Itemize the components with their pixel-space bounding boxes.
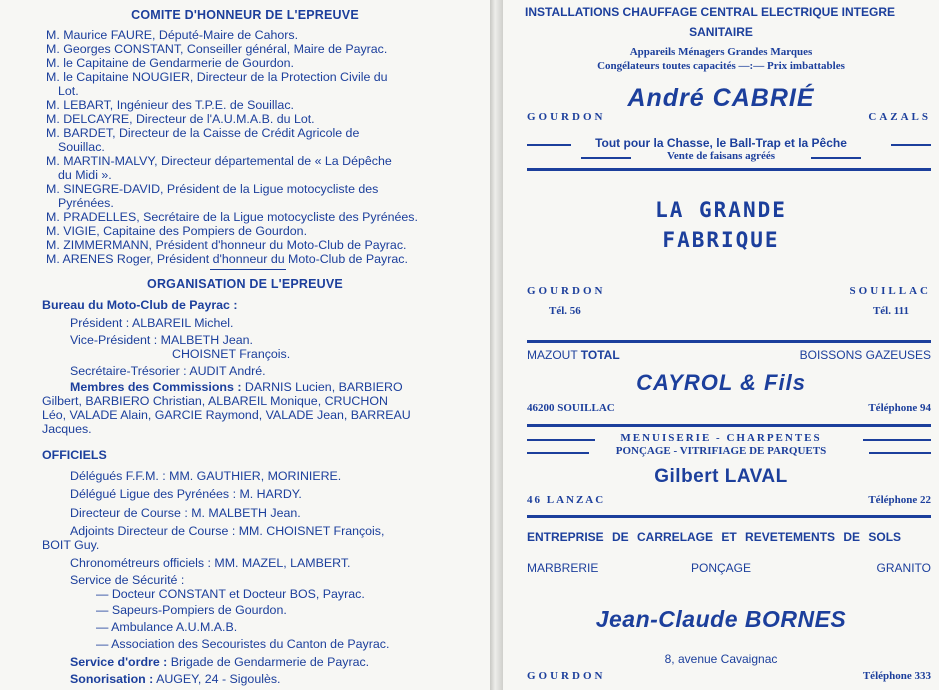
ad1-rule-right2	[811, 157, 861, 159]
ad2-city-right: SOUILLAC	[849, 285, 931, 297]
ad5-item-poncage: PONÇAGE	[690, 561, 751, 575]
comite-line: M. PRADELLES, Secrétaire de la Ligue motocycliste des Pyrénées.	[46, 210, 418, 224]
comite-line: M. le Capitaine de Gendarmerie de Gourdon.	[46, 56, 294, 70]
bureau-line: Secrétaire-Trésorier : AUDIT André.	[70, 364, 266, 378]
bureau-line: CHOISNET François.	[172, 347, 291, 361]
comite-line: du Midi ».	[58, 168, 112, 182]
sono-text: AUGEY, 24 - Sigoulès.	[156, 672, 281, 686]
comite-line: M. SINEGRE-DAVID, Président de la Ligue motocycliste des	[46, 182, 379, 196]
ad5-item-granito: GRANITO	[876, 561, 931, 575]
ad5-brand-name: Jean-Claude BORNES	[595, 606, 847, 632]
comite-line: M. le Capitaine NOUGIER, Directeur de la Protection Civile du	[46, 70, 388, 84]
ad1-headline: INSTALLATIONS CHAUFFAGE CENTRAL ELECTRIQUE INTEGRE	[525, 5, 896, 19]
comite-line: M. Maurice FAURE, Député-Maire de Cahors.	[46, 28, 299, 42]
ad4-rule-right2	[869, 452, 931, 454]
commissions-text: DARNIS Lucien, BARBIERO	[244, 380, 403, 394]
ad3-brand-name: CAYROL & Fils	[636, 370, 806, 395]
ad4-city: 46 LANZAC	[527, 494, 606, 506]
comite-line: M. LEBART, Ingénieur des T.P.E. de Souillac.	[46, 98, 294, 112]
ad5-item-marbrerie: MARBRERIE	[527, 561, 599, 575]
comite-line: M. ZIMMERMANN, Président d'honneur du Moto-Club de Payrac.	[46, 238, 407, 252]
bureau-line: Président : ALBAREIL Michel.	[70, 316, 234, 330]
ad2-tel-right: Tél. 111	[872, 305, 909, 317]
right-page	[503, 0, 939, 690]
ad5-city: GOURDON	[527, 670, 606, 682]
officiels-line: Service de Sécurité :	[70, 573, 185, 587]
ad4-bottom-rule	[527, 515, 931, 518]
officiels-line: Chronométreurs officiels : MM. MAZEL, LAMBERT.	[70, 556, 351, 570]
ad2-bottom-rule	[527, 340, 931, 343]
comite-line: Pyrénées.	[58, 196, 114, 210]
bureau-line: Vice-Président : MALBETH Jean.	[70, 333, 253, 347]
comite-line: M. VIGIE, Capitaine des Pompiers de Gourdon.	[46, 224, 308, 238]
ordre-label: Service d'ordre :	[70, 655, 168, 669]
ad1-rule-right	[891, 144, 931, 146]
section-divider	[210, 269, 286, 270]
comite-line: M. BARDET, Directeur de la Caisse de Crédit Agricole de	[46, 126, 360, 140]
ad3-bottom-rule	[527, 424, 931, 427]
securite-item: — Docteur CONSTANT et Docteur BOS, Payrac.	[96, 587, 365, 601]
page-gutter	[490, 0, 503, 690]
ad2-name-line2: FABRIQUE	[662, 228, 780, 252]
comite-line: Souillac.	[58, 140, 105, 154]
ad1-appliances: Appareils Ménagers Grandes Marques	[629, 46, 813, 58]
organisation-title: ORGANISATION DE L'EPREUVE	[147, 277, 343, 291]
securite-item: — Sapeurs-Pompiers de Gourdon.	[96, 603, 287, 617]
ad1-subheadline: SANITAIRE	[689, 25, 753, 39]
officiels-line: Délégué Ligue des Pyrénées : M. HARDY.	[70, 487, 302, 501]
ad3-total: TOTAL	[580, 348, 620, 362]
ordre-line	[70, 655, 369, 669]
comite-line: M. Georges CONSTANT, Conseiller général, Maire de Payrac.	[46, 42, 388, 56]
comite-line: Lot.	[58, 84, 79, 98]
ad3-left-line	[527, 348, 620, 362]
securite-item: — Association des Secouristes du Canton de Payrac.	[96, 637, 390, 651]
commissions-label: Membres des Commissions :	[70, 380, 242, 394]
officiels-heading: OFFICIELS	[42, 448, 107, 462]
ad2-name-line1: LA GRANDE	[655, 198, 787, 222]
ad2-tel-left: Tél. 56	[549, 305, 581, 317]
ad3-phone: Téléphone 94	[868, 402, 931, 414]
comite-line: M. MARTIN-MALVY, Directeur départemental de « La Dépêche	[46, 154, 392, 168]
ad5-headline: ENTREPRISE DE CARRELAGE ET REVETEMENTS DE SOLS	[527, 530, 902, 544]
sono-label: Sonorisation :	[70, 672, 154, 686]
commissions-line	[70, 380, 403, 394]
ad4-line2: PONÇAGE - VITRIFIAGE DE PARQUETS	[615, 445, 827, 457]
ad1-city-left: GOURDON	[527, 111, 606, 123]
ad1-pheasants: Vente de faisans agréés	[666, 150, 776, 162]
ad5-phone: Téléphone 333	[862, 670, 931, 682]
ad4-phone: Téléphone 22	[868, 494, 931, 506]
bureau-heading: Bureau du Moto-Club de Payrac :	[42, 298, 238, 312]
ad1-hunting: Tout pour la Chasse, le Ball-Trap et la Pêche	[595, 136, 847, 150]
ad3-city: 46200 SOUILLAC	[527, 402, 615, 414]
ad4-line1: MENUISERIE - CHARPENTES	[620, 432, 822, 444]
comite-line: M. DELCAYRE, Directeur de l'A.U.M.A.B. du Lot.	[46, 112, 315, 126]
officiels-line: Délégués F.F.M. : MM. GAUTHIER, MORINIERE.	[70, 469, 342, 483]
ad1-city-right: CAZALS	[868, 111, 931, 123]
ad2-city-left: GOURDON	[527, 285, 606, 297]
ad1-bottom-rule	[527, 168, 931, 171]
ad3-boissons: BOISSONS GAZEUSES	[799, 348, 931, 362]
comite-title: COMITE D'HONNEUR DE L'EPREUVE	[131, 8, 359, 22]
officiels-line: BOIT Guy.	[42, 538, 100, 552]
sono-line	[70, 672, 281, 686]
ad1-brand-name: André CABRIÉ	[627, 84, 815, 112]
securite-item: — Ambulance A.U.M.A.B.	[96, 620, 238, 634]
ordre-text: Brigade de Gendarmerie de Payrac.	[170, 655, 370, 669]
officiels-line: Adjoints Directeur de Course : MM. CHOISNET François,	[70, 524, 385, 538]
ad3-mazout: MAZOUT	[527, 348, 578, 362]
ad5-address: 8, avenue Cavaignac	[664, 652, 778, 666]
ad4-brand-name: Gilbert LAVAL	[654, 466, 788, 487]
comite-line: M. ARENES Roger, Président d'honneur du Moto-Club de Payrac.	[46, 252, 408, 266]
ad1-freezers: Congélateurs toutes capacités —:— Prix imbattables	[597, 60, 845, 72]
officiels-line: Directeur de Course : M. MALBETH Jean.	[70, 506, 301, 520]
commissions-line: Léo, VALADE Alain, GARCIE Raymond, VALADE Jean, BARREAU	[42, 408, 411, 422]
commissions-line: Gilbert, BARBIERO Christian, ALBAREIL Monique, CRUCHON	[42, 394, 388, 408]
ad4-rule-right	[863, 439, 931, 441]
commissions-line: Jacques.	[42, 422, 92, 436]
